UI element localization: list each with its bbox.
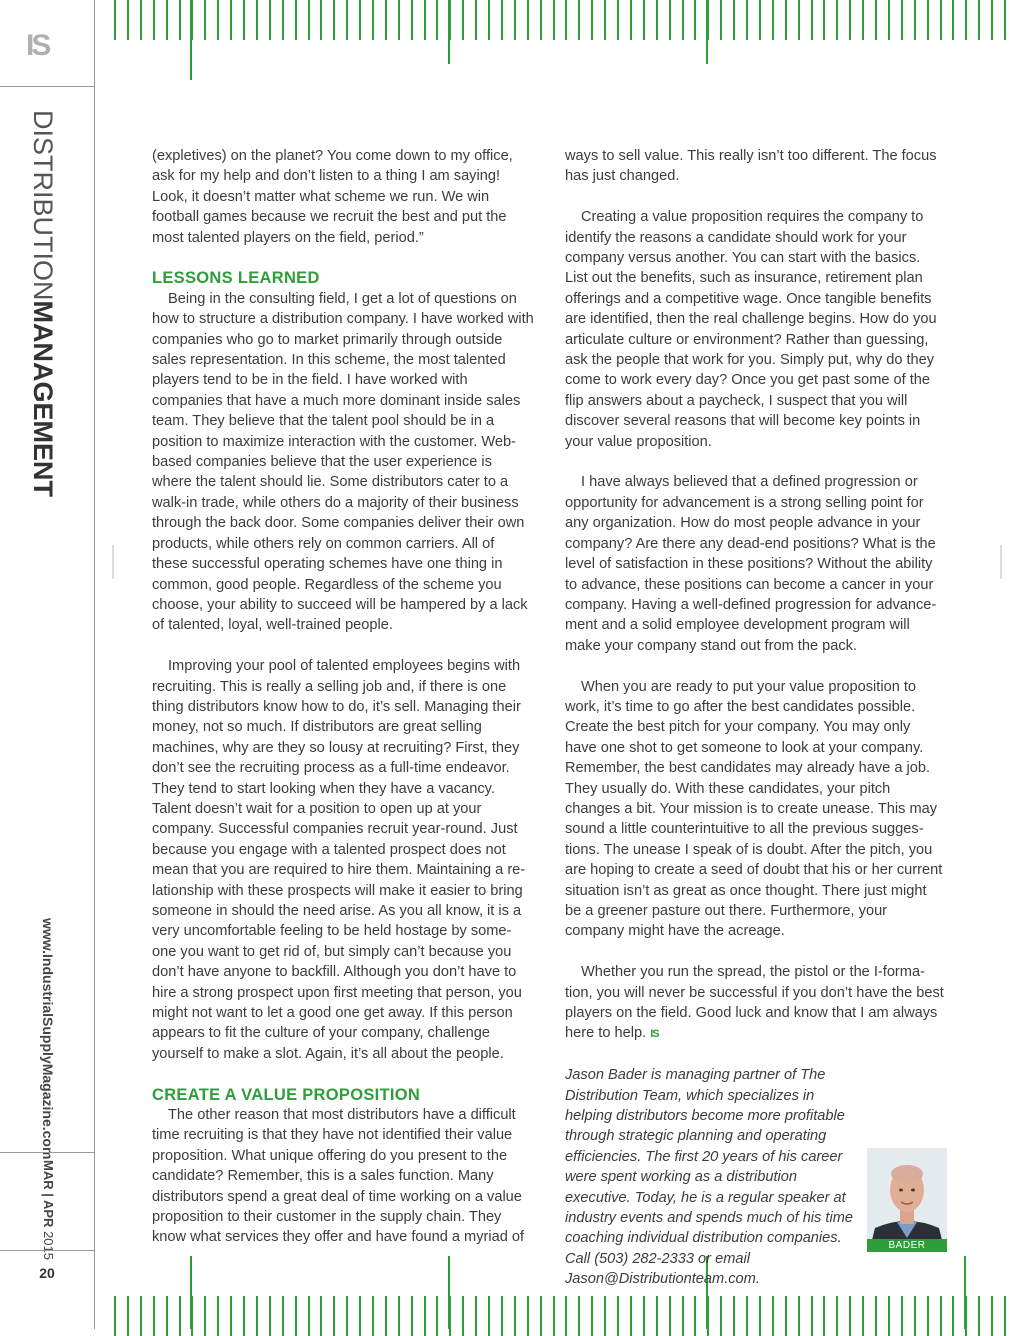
article-column-left	[152, 146, 534, 1248]
yard-tick	[295, 1296, 297, 1336]
yard-tick	[514, 0, 516, 40]
yard-tick	[565, 0, 567, 40]
yard-tick	[952, 0, 954, 40]
yard-tick	[501, 1296, 503, 1336]
yard-tick	[243, 1296, 245, 1336]
yard-tick	[669, 0, 671, 40]
yard-tick	[617, 0, 619, 40]
yard-tick	[914, 0, 916, 40]
yard-tick	[153, 0, 155, 40]
yard-tick	[320, 1296, 322, 1336]
section-title-light: DISTRIBUTION	[28, 110, 58, 301]
issue-date	[41, 1160, 56, 1260]
closing-text: Whether you run the spread, the pistol or the I-forma-tion, you will never be successful if you don’t have the best players on the field. Good luck and know that I am always here to help.	[565, 964, 944, 1042]
yard-tick	[798, 0, 800, 40]
yard-tick	[888, 0, 890, 40]
author-photo	[867, 1148, 947, 1252]
issue-year: 2015	[41, 1231, 56, 1260]
yard-tick	[179, 0, 181, 40]
yard-line-long	[448, 1256, 450, 1329]
issue-months: MAR | APR	[41, 1160, 56, 1228]
yard-tick	[759, 0, 761, 40]
yard-tick	[230, 0, 232, 40]
yard-line-long	[190, 1256, 192, 1329]
yard-tick	[333, 1296, 335, 1336]
photo-caption: BADER	[867, 1239, 947, 1252]
closing-paragraph	[565, 962, 945, 1045]
yard-tick	[785, 0, 787, 40]
yard-tick	[114, 1296, 116, 1336]
yard-tick	[282, 1296, 284, 1336]
yard-line-long	[448, 0, 450, 64]
yard-tick	[540, 0, 542, 40]
yard-tick	[965, 0, 967, 40]
page-number: 20	[39, 1265, 55, 1281]
yard-tick	[823, 0, 825, 40]
yard-tick	[140, 0, 142, 40]
yard-tick	[488, 1296, 490, 1336]
yard-tick	[269, 1296, 271, 1336]
yard-tick	[1004, 1296, 1006, 1336]
yard-tick	[243, 0, 245, 40]
article-column-right	[565, 146, 945, 1310]
subheading-create-value-proposition: CREATE A VALUE PROPOSITION	[152, 1085, 421, 1104]
yard-tick	[166, 1296, 168, 1336]
yard-tick	[1004, 0, 1006, 40]
section-title-bold: MANAGEMENT	[28, 300, 58, 498]
yard-tick	[359, 0, 361, 40]
yard-tick	[578, 0, 580, 40]
yard-tick	[411, 1296, 413, 1336]
yard-tick	[733, 0, 735, 40]
paragraph: Improving your pool of talented employees begins with recruiting. This is really a selling job and, if there is one thing distributors know how to do, it’s sell. Managing their money, not so much. If distributors are great selling machines, why are they so lousy at recruiting? First, they don’t see the recruiting process as a full-time endeavor. They tend to start looking when they have a vacancy. Talent doesn’t wait for a position to open up at your company. Successful companies recruit year-round. Just because you engage with a talented prospect does not mean that you are required to hire them. Maintaining a re-lationship with these prospects will make it easier to bring someone in should the need arise. As you all know, it is a very uncomfortable feeling to be held hostage by some-one you want to get rid of, but simply can’t because you don’t have anyone to backfill. Although you don’t have to hire a strong prospect upon first meeting that person, you might not want to let a good one get away. If this person appears to fit the culture of your company, challenge yourself to make a slot. Again, it’s all about the people.	[152, 658, 526, 1062]
yard-tick	[875, 0, 877, 40]
yard-tick	[333, 0, 335, 40]
yard-tick	[346, 1296, 348, 1336]
yard-tick	[643, 0, 645, 40]
yard-tick	[256, 1296, 258, 1336]
yard-tick	[256, 0, 258, 40]
yard-tick	[179, 1296, 181, 1336]
yard-tick	[462, 0, 464, 40]
paragraph: When you are ready to put your value proposition to work, it’s time to go after the best candidates possible. Create the best pitch for your company. You may only have one shot to get someone to look at your company. Remember, the best candidates may already have a job. They usually do. With these candidates, your pitch changes a bit. Your mission is to create unease. This may sound a little counterintuitive to all the previous sugges-tions. The unease I speak of is doubt. After the pitch, you are hoping to create a seed of doubt that his or her current situation isn’t as great as once thought. There just might be a greener pasture out there. Furthermore, your company might have the acreage.	[565, 678, 943, 940]
yard-tick	[682, 0, 684, 40]
yard-tick	[153, 1296, 155, 1336]
yard-tick	[320, 0, 322, 40]
sidebar-divider	[0, 1250, 94, 1251]
author-bio: Jason Bader is managing partner of The Distribution Team, which specializes in helping distributors become more profitable through strategic planning and operating efficiencies. The first 20 years of his career were spent working as a distribution executive. Today, he is a regular speaker at industry events and spends much of his time coaching individual distribution companies. Call (503) 282-2333 or email Jason@Distributionteam.com.	[565, 1067, 853, 1288]
yard-tick	[204, 1296, 206, 1336]
yard-tick	[204, 0, 206, 40]
yard-tick	[411, 0, 413, 40]
yard-lines-top	[96, 0, 1024, 40]
yard-tick	[462, 1296, 464, 1336]
yard-tick	[217, 0, 219, 40]
paragraph: ways to sell value. This really isn’t too different. The focus has just changed.	[565, 148, 937, 185]
yard-tick	[488, 0, 490, 40]
sidebar-divider	[0, 1152, 94, 1153]
yard-tick	[398, 0, 400, 40]
magazine-url[interactable]: www.IndustrialSupplyMagazine.com	[40, 918, 56, 1160]
yard-tick	[217, 1296, 219, 1336]
yard-tick	[372, 0, 374, 40]
yard-tick	[720, 0, 722, 40]
yard-tick	[694, 0, 696, 40]
paragraph: (expletives) on the planet? You come down to my office, ask for my help and don’t listen to a thing I am saying! Look, it doesn’t matter what scheme we run. We win football games because we recruit the best and put the most talented players on the field, period.”	[152, 148, 513, 246]
yard-tick	[978, 0, 980, 40]
yard-tick	[553, 1296, 555, 1336]
subheading-lessons-learned: LESSONS LEARNED	[152, 269, 320, 288]
yard-tick	[114, 0, 116, 40]
yard-tick	[540, 1296, 542, 1336]
yard-tick	[527, 0, 529, 40]
paragraph: Creating a value proposition requires the company to identify the reasons a candidate should work for your company versus another. You can start with the basics. List out the benefits, such as insurance, retirement plan offerings and a competitive wage. Once tangible benefits are identified, then the real challenge begins. How do you articulate culture or environment? Rather than guessing, ask the people that work for you. Simply put, why do they come to work every day? Once you get past some of the flip answers about a paycheck, I suspect that you will discover several reasons that will become key points in your value proposition.	[565, 209, 937, 450]
section-title	[27, 110, 58, 497]
yard-tick	[166, 0, 168, 40]
yard-tick	[282, 0, 284, 40]
yard-tick	[127, 1296, 129, 1336]
yard-tick	[591, 0, 593, 40]
yard-tick	[475, 0, 477, 40]
yard-tick	[862, 0, 864, 40]
yard-tick	[501, 0, 503, 40]
yard-tick	[940, 0, 942, 40]
yard-tick	[424, 0, 426, 40]
yard-tick	[140, 1296, 142, 1336]
paragraph: Being in the consulting field, I get a lot of questions on how to structure a distribution company. I have worked with companies who go to market primarily through outside sales representation. In this scheme, the most talented players tend to be in the field. I have worked with companies that have a much more dominant inside sales team. They believe that the talent pool should be in a position to maximize interaction with the customer. Web-based companies believe that the user experience is where the talent should lie. Some distributors cater to a walk-in trade, while others do a majority of their business through the back door. Some companies deliver their own products, while others rely on common carriers. All of these successful operating schemes have one thing in common, good people. Regardless of the scheme you choose, your ability to succeed will be hampered by a lack of talented, loyal, well-trained people.	[152, 290, 534, 634]
yard-tick	[514, 1296, 516, 1336]
yard-tick	[604, 0, 606, 40]
yard-tick	[952, 1296, 954, 1336]
portrait-illustration	[867, 1148, 947, 1252]
end-mark-logo: IS	[650, 1028, 659, 1041]
yard-tick	[656, 0, 658, 40]
yard-tick	[127, 0, 129, 40]
yard-tick	[359, 1296, 361, 1336]
yard-tick	[436, 1296, 438, 1336]
yard-tick	[385, 0, 387, 40]
yard-tick	[630, 0, 632, 40]
yard-tick	[346, 0, 348, 40]
yard-tick	[372, 1296, 374, 1336]
sidebar	[0, 0, 95, 1329]
yard-line-long	[706, 0, 708, 64]
yard-line-long	[964, 1256, 966, 1329]
yard-tick	[308, 0, 310, 40]
yard-tick	[991, 1296, 993, 1336]
yard-tick	[527, 1296, 529, 1336]
paragraph: The other reason that most distributors have a difficult time recruiting is that they have not identified their value proposition. What unique offering do you present to the candidate? Remember, this is a sales function. Many distributors spend a great deal of time working on a value proposition to their customer in the supply chain. They know what services they offer and have found a myriad of	[152, 1107, 525, 1246]
yard-tick	[424, 1296, 426, 1336]
yard-tick	[901, 0, 903, 40]
yard-tick	[269, 0, 271, 40]
yard-tick	[230, 1296, 232, 1336]
yard-tick	[772, 0, 774, 40]
yard-tick	[991, 0, 993, 40]
yard-tick	[436, 0, 438, 40]
yard-tick	[553, 0, 555, 40]
yard-tick	[295, 0, 297, 40]
yard-tick	[398, 1296, 400, 1336]
yard-tick	[927, 0, 929, 40]
yard-tick	[475, 1296, 477, 1336]
yard-tick	[849, 0, 851, 40]
yard-tick	[836, 0, 838, 40]
yard-line-long	[190, 0, 192, 80]
paragraph: I have always believed that a defined progression or opportunity for advancement is a strong selling point for any organization. How do most people advance in your company? Are there any dead-end positions? What is the level of satisfaction in these positions? Without the ability to advance, these positions can become a cancer in your company. Having a well-defined progression for advance-ment and a solid employee development program will make your company stand out from the pack.	[565, 474, 937, 654]
yard-tick	[385, 1296, 387, 1336]
yard-tick	[308, 1296, 310, 1336]
sidebar-divider	[0, 86, 94, 87]
yard-tick	[746, 0, 748, 40]
yard-tick	[811, 0, 813, 40]
magazine-logo: IS	[26, 29, 49, 62]
yard-tick	[978, 1296, 980, 1336]
